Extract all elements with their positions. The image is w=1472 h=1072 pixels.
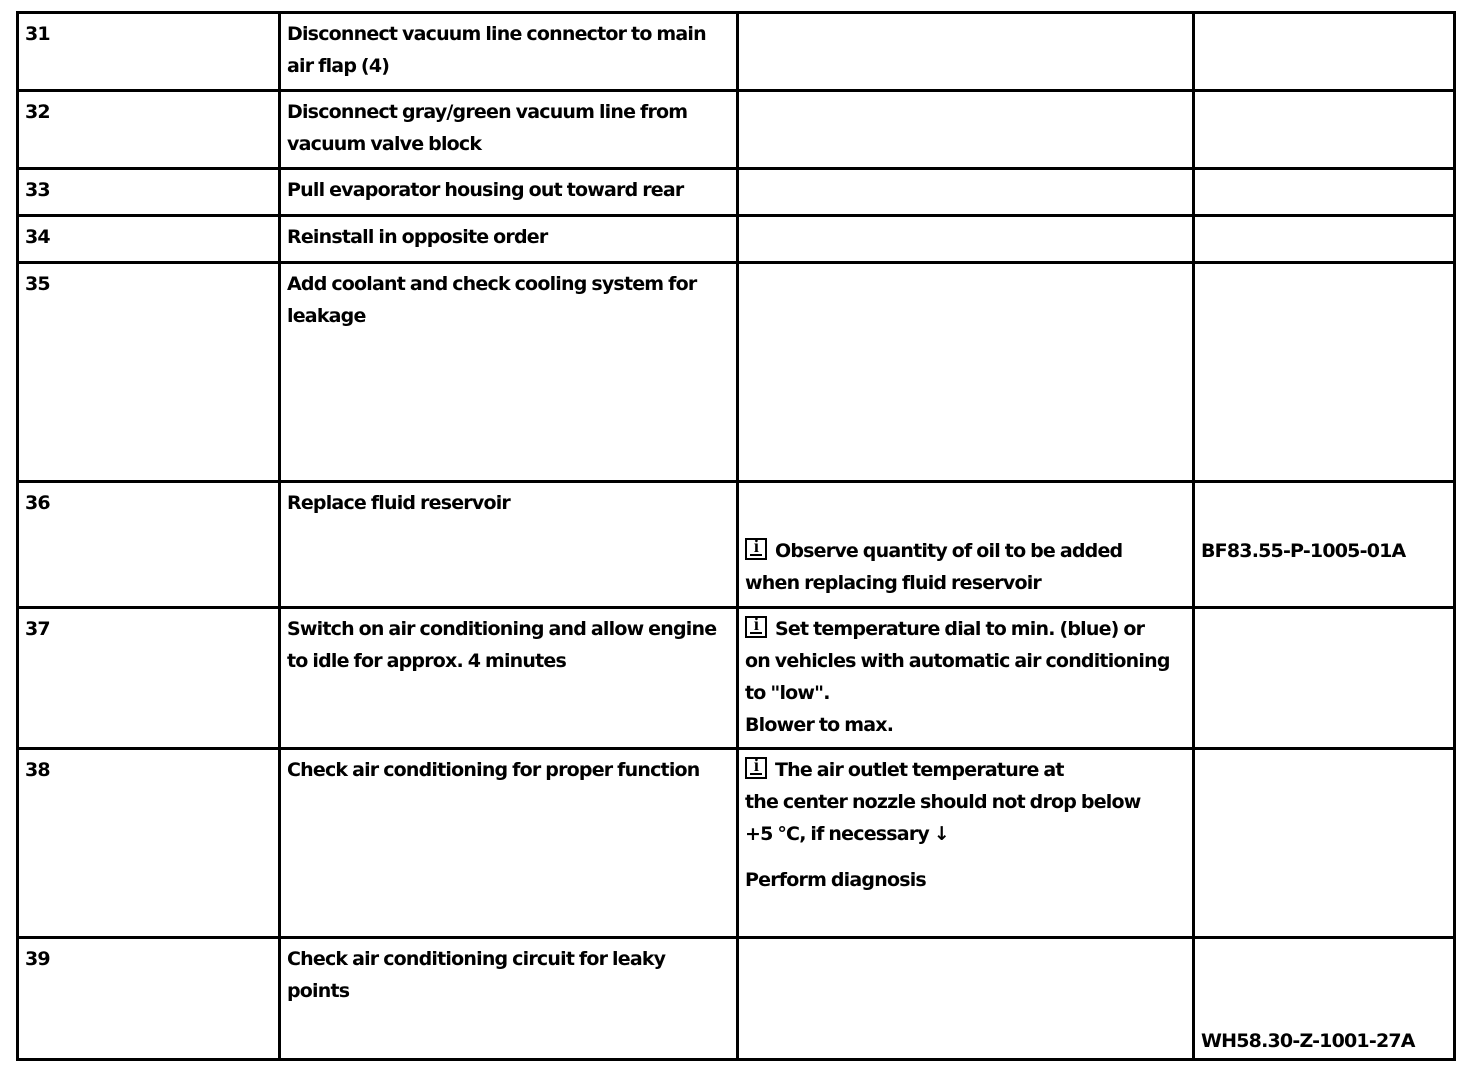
table-row [18, 216, 1455, 263]
step-number: 36 [18, 482, 280, 608]
step-note [738, 216, 1194, 263]
step-reference [1194, 263, 1455, 482]
step-number: 35 [18, 263, 280, 482]
step-reference [1194, 91, 1455, 169]
table-row [18, 13, 1455, 91]
step-reference [1194, 169, 1455, 216]
info-icon [745, 538, 767, 560]
step-number: 38 [18, 749, 280, 938]
step-description: Replace fluid reservoir [280, 482, 738, 608]
step-reference: BF83.55-P-1005-01A [1194, 482, 1455, 608]
table-row [18, 263, 1455, 482]
note-line: iSet temperature dial to min. (blue) or [745, 613, 1186, 645]
step-number: 33 [18, 169, 280, 216]
procedure-table [16, 11, 1456, 1061]
note-line: to "low". [745, 682, 830, 704]
note-line: iObserve quantity of oil to be added [745, 535, 1186, 567]
table-row [18, 608, 1455, 749]
step-description: Pull evaporator housing out toward rear [280, 169, 738, 216]
table-row [18, 482, 1455, 608]
step-note [738, 938, 1194, 1060]
step-description: Check air conditioning for proper function [280, 749, 738, 938]
step-reference [1194, 13, 1455, 91]
step-note [738, 91, 1194, 169]
step-number: 34 [18, 216, 280, 263]
step-number: 39 [18, 938, 280, 1060]
step-reference [1194, 749, 1455, 938]
step-description: Reinstall in opposite order [280, 216, 738, 263]
table-row [18, 938, 1455, 1060]
step-reference [1194, 608, 1455, 749]
table-row [18, 749, 1455, 938]
step-note [738, 482, 1194, 608]
note-line: when replacing fluid reservoir [745, 572, 1041, 594]
info-icon [745, 616, 767, 638]
step-number: 32 [18, 91, 280, 169]
step-description: Add coolant and check cooling system for leakage [280, 263, 738, 482]
note-line: +5 °C, if necessary ↓ [745, 823, 949, 845]
step-note [738, 169, 1194, 216]
info-icon [745, 757, 767, 779]
step-note [738, 13, 1194, 91]
note-line: on vehicles with automatic air conditioning [745, 650, 1170, 672]
step-reference: WH58.30-Z-1001-27A [1194, 938, 1455, 1060]
step-note [738, 608, 1194, 749]
step-description: Switch on air conditioning and allow engine to idle for approx. 4 minutes [280, 608, 738, 749]
step-note [738, 263, 1194, 482]
step-description: Check air conditioning circuit for leaky points [280, 938, 738, 1060]
diagnosis-link[interactable]: Perform diagnosis [745, 869, 926, 891]
step-description: Disconnect gray/green vacuum line from vacuum valve block [280, 91, 738, 169]
note-line: i The air outlet temperature at [745, 754, 1186, 786]
note-line: the center nozzle should not drop below [745, 791, 1141, 813]
table-row [18, 91, 1455, 169]
step-number: 31 [18, 13, 280, 91]
step-reference [1194, 216, 1455, 263]
step-number: 37 [18, 608, 280, 749]
table-row [18, 169, 1455, 216]
note-line: Blower to max. [745, 714, 894, 736]
step-note [738, 749, 1194, 938]
step-description: Disconnect vacuum line connector to main air flap (4) [280, 13, 738, 91]
